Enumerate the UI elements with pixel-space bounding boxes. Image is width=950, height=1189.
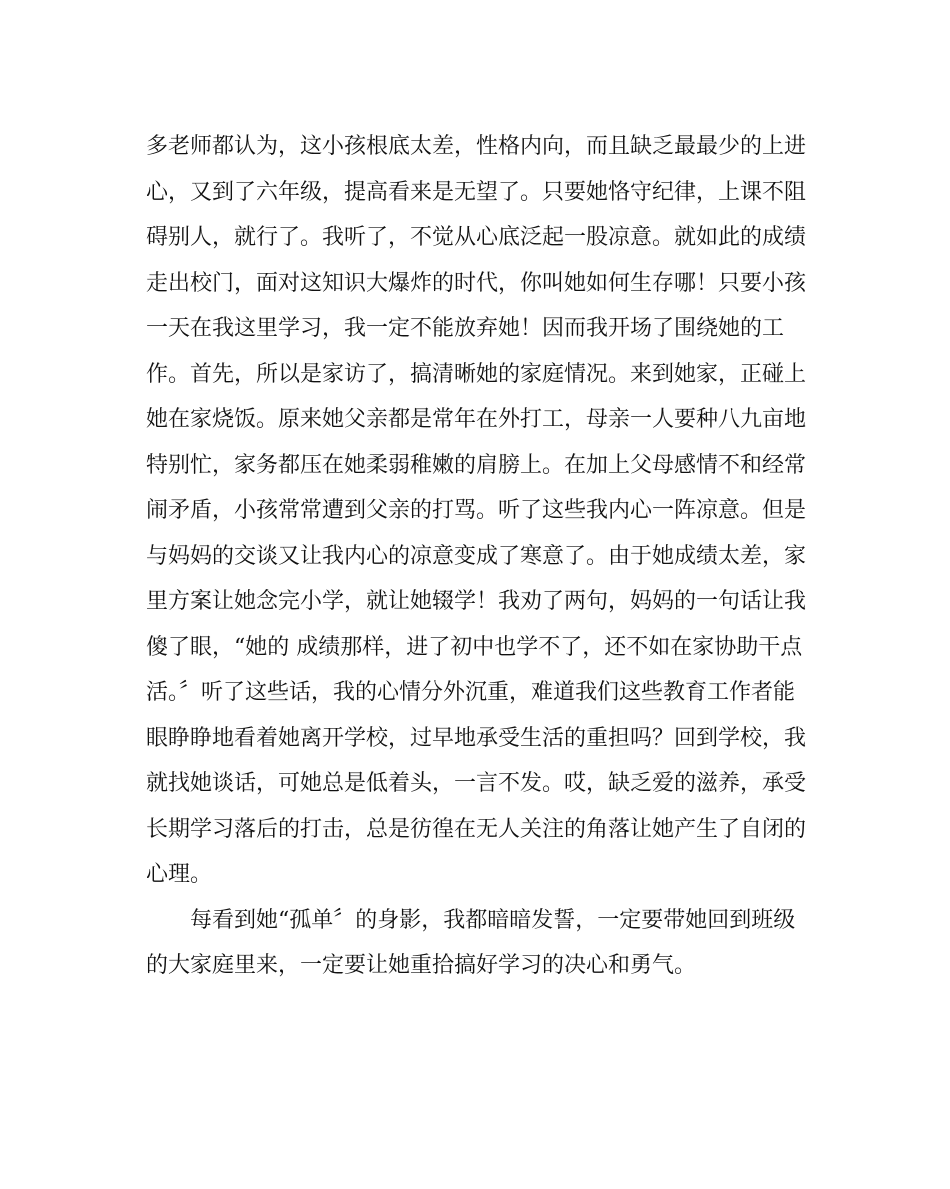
text-line: 特别忙，家务都压在她柔弱稚嫩的肩膀上。在加上父母感情不和经常 bbox=[146, 452, 807, 478]
text-line: 傻了眼，“她的 成绩那样，进了初中也学不了，还不如在家协助干点 bbox=[146, 634, 803, 660]
body-text bbox=[146, 124, 816, 989]
text-line: 的大家庭里来，一定要让她重拾搞好学习的决心和勇气。 bbox=[146, 953, 697, 978]
text-line: 长期学习落后的打击，总是彷徨在无人关注的角落让她产生了自闭的 bbox=[146, 816, 807, 842]
paragraph-2 bbox=[146, 898, 816, 989]
text-line: 心理。 bbox=[146, 862, 213, 887]
text-line: 心，又到了六年级，提高看来是无望了。只要她恪守纪律，上课不阻 bbox=[146, 179, 807, 205]
paragraph-1 bbox=[146, 124, 816, 898]
text-line: 碍别人，就行了。我听了，不觉从心底泛起一股凉意。就如此的成绩 bbox=[146, 225, 807, 250]
text-line: 作。首先，所以是家访了，搞清晰她的家庭情况。来到她家，正碰上 bbox=[146, 361, 807, 387]
text-line: 与妈妈的交谈又让我内心的凉意变成了寒意了。由于她成绩太差，家 bbox=[146, 543, 807, 569]
text-line: 每看到她“孤单〞的身影，我都暗暗发誓，一定要带她回到班级 bbox=[190, 907, 796, 933]
text-line: 走出校门，面对这知识大爆炸的时代，你叫她如何生存哪！只要小孩 bbox=[146, 270, 807, 296]
text-line: 一天在我这里学习，我一定不能放弃她！因而我开场了围绕她的工 bbox=[146, 316, 785, 341]
text-line: 里方案让她念完小学，就让她辍学！我劝了两句，妈妈的一句话让我 bbox=[146, 589, 807, 614]
text-line: 闹矛盾，小孩常常遭到父亲的打骂。听了这些我内心一阵凉意。但是 bbox=[146, 498, 807, 523]
text-line: 她在家烧饭。原来她父亲都是常年在外打工，母亲一人要种八九亩地 bbox=[146, 407, 807, 432]
text-line: 活。〞听了这些话，我的心情分外沉重，难道我们这些教育工作者能 bbox=[146, 680, 796, 705]
text-line: 就找她谈话，可她总是低着头，一言不发。哎，缺乏爱的滋养，承受 bbox=[146, 771, 807, 796]
text-line: 多老师都认为，这小孩根底太差，性格内向，而且缺乏最最少的上进 bbox=[146, 134, 807, 159]
text-line: 眼睁睁地看着她离开学校，过早地承受生活的重担吗？回到学校，我 bbox=[146, 725, 807, 751]
